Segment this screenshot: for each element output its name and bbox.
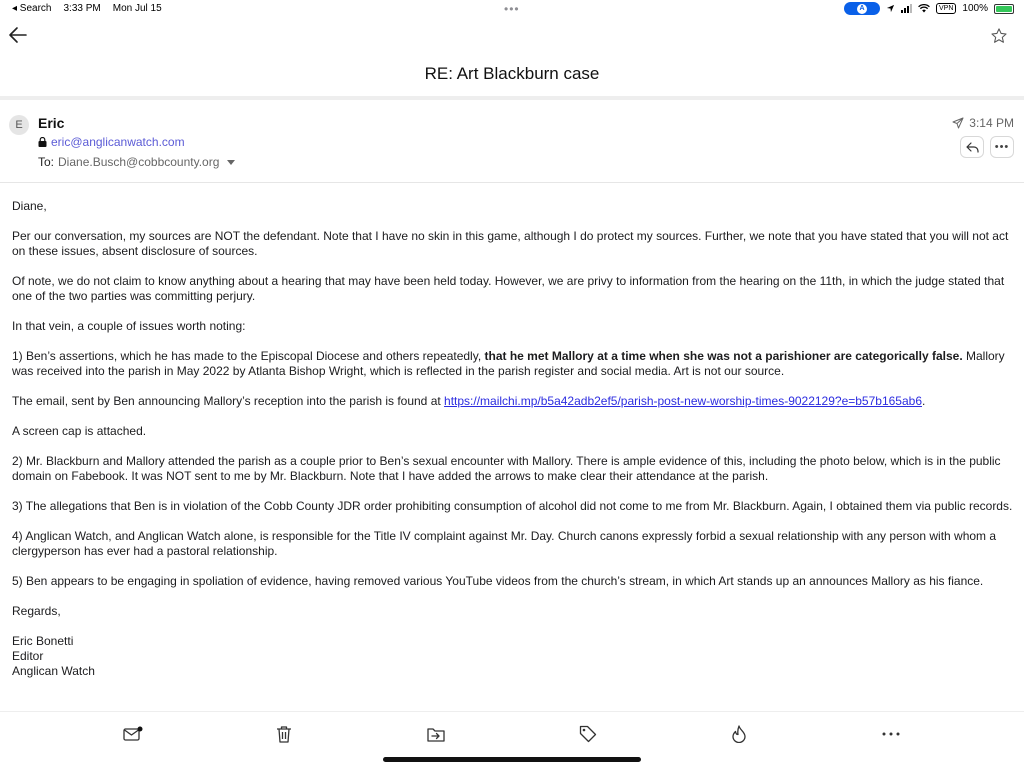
paragraph-5-start: The email, sent by Ben announcing Mallory’s reception into the parish is found at <box>12 394 445 408</box>
sender-divider <box>0 182 1024 183</box>
paragraph-5 <box>12 394 1016 409</box>
paragraph-5-end: . <box>922 394 926 408</box>
paragraph-9: 4) Anglican Watch, and Anglican Watch alone, is responsible for the Title IV complaint against Mr. Day. Church canons expressly forbid a sexual relationship with any person with whom a clergyperson has ever had a pastoral relationship. <box>12 529 997 558</box>
email-body <box>12 199 1016 694</box>
hot-icon <box>731 725 747 743</box>
lock-icon <box>38 137 47 147</box>
signature <box>12 634 1016 679</box>
pill-letter: A <box>857 4 867 14</box>
mailchimp-link[interactable]: https://mailchi.mp/b5a42adb2ef5/parish-post-new-worship-times-9022129?e=b57b165ab6 <box>444 394 922 408</box>
sender-name[interactable]: Eric <box>38 115 65 131</box>
paragraph-3: In that vein, a couple of issues worth noting: <box>12 319 246 333</box>
recipient-address[interactable]: Diane.Busch@cobbcounty.org <box>58 155 220 169</box>
greeting: Diane, <box>12 199 47 213</box>
sender-email-row <box>38 135 185 149</box>
hot-button[interactable] <box>728 723 750 745</box>
status-date: Mon Jul 15 <box>112 3 162 14</box>
paragraph-8: 3) The allegations that Ben is in violation of the Cobb County JDR order prohibiting consumption of alcohol did not come to me from Mr. Blackburn. Again, I obtained them via public records. <box>12 499 1013 513</box>
battery-percent: 100% <box>962 3 988 14</box>
closing: Regards, <box>12 604 61 618</box>
email-subject: RE: Art Blackburn case <box>424 64 600 83</box>
paragraph-4-start: 1) Ben’s assertions, which he has made to the Episcopal Diocese and others repeatedly, <box>12 349 485 363</box>
paragraph-7: 2) Mr. Blackburn and Mallory attended the parish as a couple prior to Ben’s sexual encounter with Mallory. There is ample evidence of this, including the photo below, which is in the public domain on Fabebook. It was NOT sent to me by Mr. Blackburn. Note that I have added the arrows to make clear their attendance at the parish. <box>12 454 1001 483</box>
signal-icon <box>901 4 912 13</box>
vpn-badge: VPN <box>936 3 956 14</box>
paragraph-2: Of note, we do not claim to know anything about a hearing that may have been held today. However, we are privy to information from the hearing on the 11th, in which the judge stated that one of the two parties was committing perjury. <box>12 274 1005 303</box>
sent-time-row <box>952 116 1014 130</box>
toolbar-more-button[interactable] <box>880 723 902 745</box>
status-right <box>844 2 1014 15</box>
back-button[interactable] <box>8 26 30 46</box>
arrow-left-icon <box>8 26 28 44</box>
status-bar <box>0 0 1024 18</box>
tag-button[interactable] <box>577 723 599 745</box>
sent-icon <box>952 117 964 129</box>
reply-button[interactable] <box>960 136 984 158</box>
paragraph-10: 5) Ben appears to be engaging in spoliation of evidence, having removed various YouTube videos from the church’s stream, in which Art stands up an announces Mallory as his fiance. <box>12 574 984 588</box>
signature-title: Editor <box>12 649 44 663</box>
mark-unread-icon <box>123 726 143 742</box>
avatar[interactable]: E <box>9 115 29 135</box>
star-icon <box>990 27 1008 45</box>
paragraph-4-bold: that he met Mallory at a time when she was not a parishioner are categorically false. <box>484 349 963 363</box>
sent-time: 3:14 PM <box>969 116 1014 130</box>
chevron-down-icon[interactable] <box>227 160 235 165</box>
header-divider <box>0 96 1024 100</box>
wifi-icon <box>918 4 930 13</box>
to-label: To: <box>38 155 55 169</box>
more-icon <box>882 732 900 736</box>
screen-recording-pill[interactable] <box>844 2 880 15</box>
multitasking-dots[interactable]: ••• <box>504 2 520 16</box>
signature-name: Eric Bonetti <box>12 634 74 648</box>
move-icon <box>427 726 445 742</box>
status-time: 3:33 PM <box>63 3 101 14</box>
paragraph-4-end: Mallory was received into the parish in May 2022 by Atlanta Bishop Wright, which is reflected in the parish register and social media. Art is not our source. <box>12 349 1005 378</box>
delete-button[interactable] <box>273 723 295 745</box>
home-indicator[interactable] <box>383 757 641 762</box>
tag-icon <box>579 725 597 743</box>
more-actions-button[interactable] <box>990 136 1014 158</box>
location-icon <box>886 4 895 13</box>
trash-icon <box>276 725 292 743</box>
paragraph-6: A screen cap is attached. <box>12 424 147 438</box>
back-to-app-link[interactable]: ◂ Search <box>12 3 52 14</box>
paragraph-4 <box>12 349 1016 379</box>
sender-email[interactable]: eric@anglicanwatch.com <box>51 135 185 149</box>
mark-unread-button[interactable] <box>122 723 144 745</box>
ellipsis-icon: ••• <box>994 141 1010 153</box>
move-button[interactable] <box>425 723 447 745</box>
recipients-row[interactable] <box>38 155 235 169</box>
paragraph-1: Per our conversation, my sources are NOT the defendant. Note that I have no skin in this game, although I do protect my sources. Further, we note that you have stated that you will not act on these issues, absent disclosure of sources. <box>12 229 1009 258</box>
reply-icon <box>966 142 979 153</box>
star-button[interactable] <box>990 27 1010 47</box>
status-left <box>12 3 162 14</box>
battery-icon <box>994 4 1014 14</box>
signature-org: Anglican Watch <box>12 664 95 678</box>
